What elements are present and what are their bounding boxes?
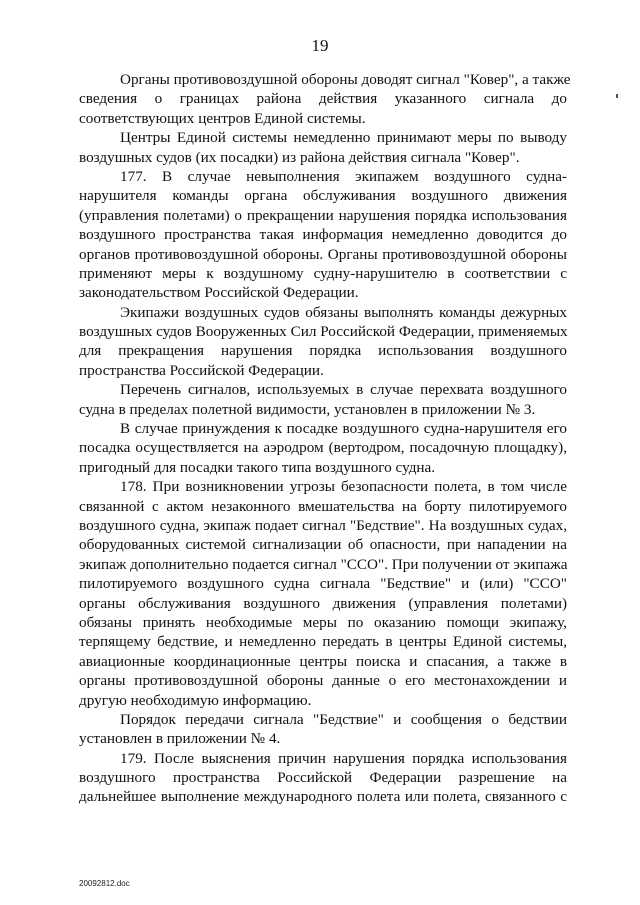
text-line: Центры Единой системы немедленно принимают меры по выводу: [120, 129, 567, 147]
text-line: воздушного судна, экипаж подает сигнал "Бедствие". На воздушных судах,: [79, 516, 567, 534]
text-line: Порядок передачи сигнала "Бедствие" и сообщения о бедствии: [120, 710, 567, 728]
text-line: В случае принуждения к посадке воздушного судна-нарушителя его: [120, 420, 567, 438]
paragraph: [79, 749, 567, 807]
text-line: (управления полетами) о прекращении нарушения порядка использования: [79, 206, 567, 224]
text-line: пригодный для посадки такого типа воздушного судна.: [79, 458, 436, 476]
text-line: 178. При возникновении угрозы безопасности полета, в том числе: [120, 478, 567, 496]
footer-filename: 20092812.doc: [79, 879, 130, 888]
text-line: воздушных судов (их посадки) из района действия сигнала "Ковер".: [79, 148, 520, 166]
text-line: нарушителя команды органа обслуживания воздушного движения: [79, 187, 567, 205]
page-number: 19: [311, 36, 329, 55]
text-line: органы обслуживания воздушного движения (управления полетами): [79, 594, 567, 612]
text-line: судна в пределах полетной видимости, установлен в приложении № 3.: [79, 400, 536, 418]
text-line: оборудованных системой сигнализации об опасности, при нападении на: [79, 536, 567, 554]
text-line: 177. В случае невыполнения экипажем воздушного судна-: [120, 167, 567, 185]
paragraph: [79, 167, 567, 303]
text-line: обязаны принять необходимые меры по оказанию помощи экипажу,: [79, 613, 567, 631]
text-line: соответствующих центров Единой системы.: [79, 109, 366, 127]
text-line: для прекращения нарушения порядка использования воздушного: [79, 342, 567, 360]
text-line: Органы противовоздушной обороны доводят сигнал "Ковер", а также: [120, 71, 571, 88]
text-line: связанной с актом незаконного вмешательства на борту пилотируемого: [79, 497, 567, 515]
text-line: законодательством Российской Федерации.: [79, 284, 359, 302]
text-line: терпящему бедствие, и немедленно передать в центры Единой системы,: [79, 633, 567, 651]
text-line: установлен в приложении № 4.: [79, 730, 281, 748]
paragraph: [79, 380, 567, 419]
text-line: органы противовоздушной обороны данные о его местонахождении и: [79, 672, 567, 690]
text-line: органов противовоздушной обороны. Органы противовоздушной обороны: [79, 245, 567, 263]
paragraph: [79, 419, 567, 477]
text-line: авиационные координационные центры поиска и спасания, а также в: [79, 652, 567, 670]
text-line: 179. После выяснения причин нарушения порядка использования: [120, 749, 567, 767]
text-line: другую необходимую информацию.: [79, 691, 312, 709]
paragraph: [79, 477, 567, 710]
text-line: пилотируемого воздушного судна сигнала "Бедствие" и (или) "ССО": [79, 575, 567, 593]
text-line: Перечень сигналов, используемых в случае перехвата воздушного: [120, 381, 567, 399]
text-line: воздушных судов Вооруженных Сил Российской Федерации, применяемых: [79, 323, 568, 341]
text-line: дальнейшее выполнение международного полета или полета, связанного с: [79, 788, 567, 806]
text-line: сведения о границах района действия указанного сигнала до: [79, 90, 567, 108]
text-line: Экипажи воздушных судов обязаны выполнять команды дежурных: [120, 303, 567, 321]
paragraph: [79, 128, 567, 167]
text-line: пространства Российской Федерации.: [79, 361, 324, 379]
document-body: [79, 70, 571, 807]
text-line: воздушного пространства Российской Федерации разрешение на: [79, 769, 567, 787]
margin-mark: [616, 94, 618, 98]
paragraph: [79, 70, 571, 128]
text-line: воздушного пространства такая информация немедленно доводится до: [79, 226, 567, 244]
paragraph: [79, 710, 567, 749]
paragraph: [79, 303, 567, 381]
text-line: посадка осуществляется на аэродром (вертодром, посадочную площадку),: [79, 439, 567, 457]
text-line: применяют меры к воздушному судну-нарушителю в соответствии с: [79, 264, 567, 282]
text-line: экипаж дополнительно подается сигнал "ССО". При получении от экипажа: [79, 555, 568, 573]
